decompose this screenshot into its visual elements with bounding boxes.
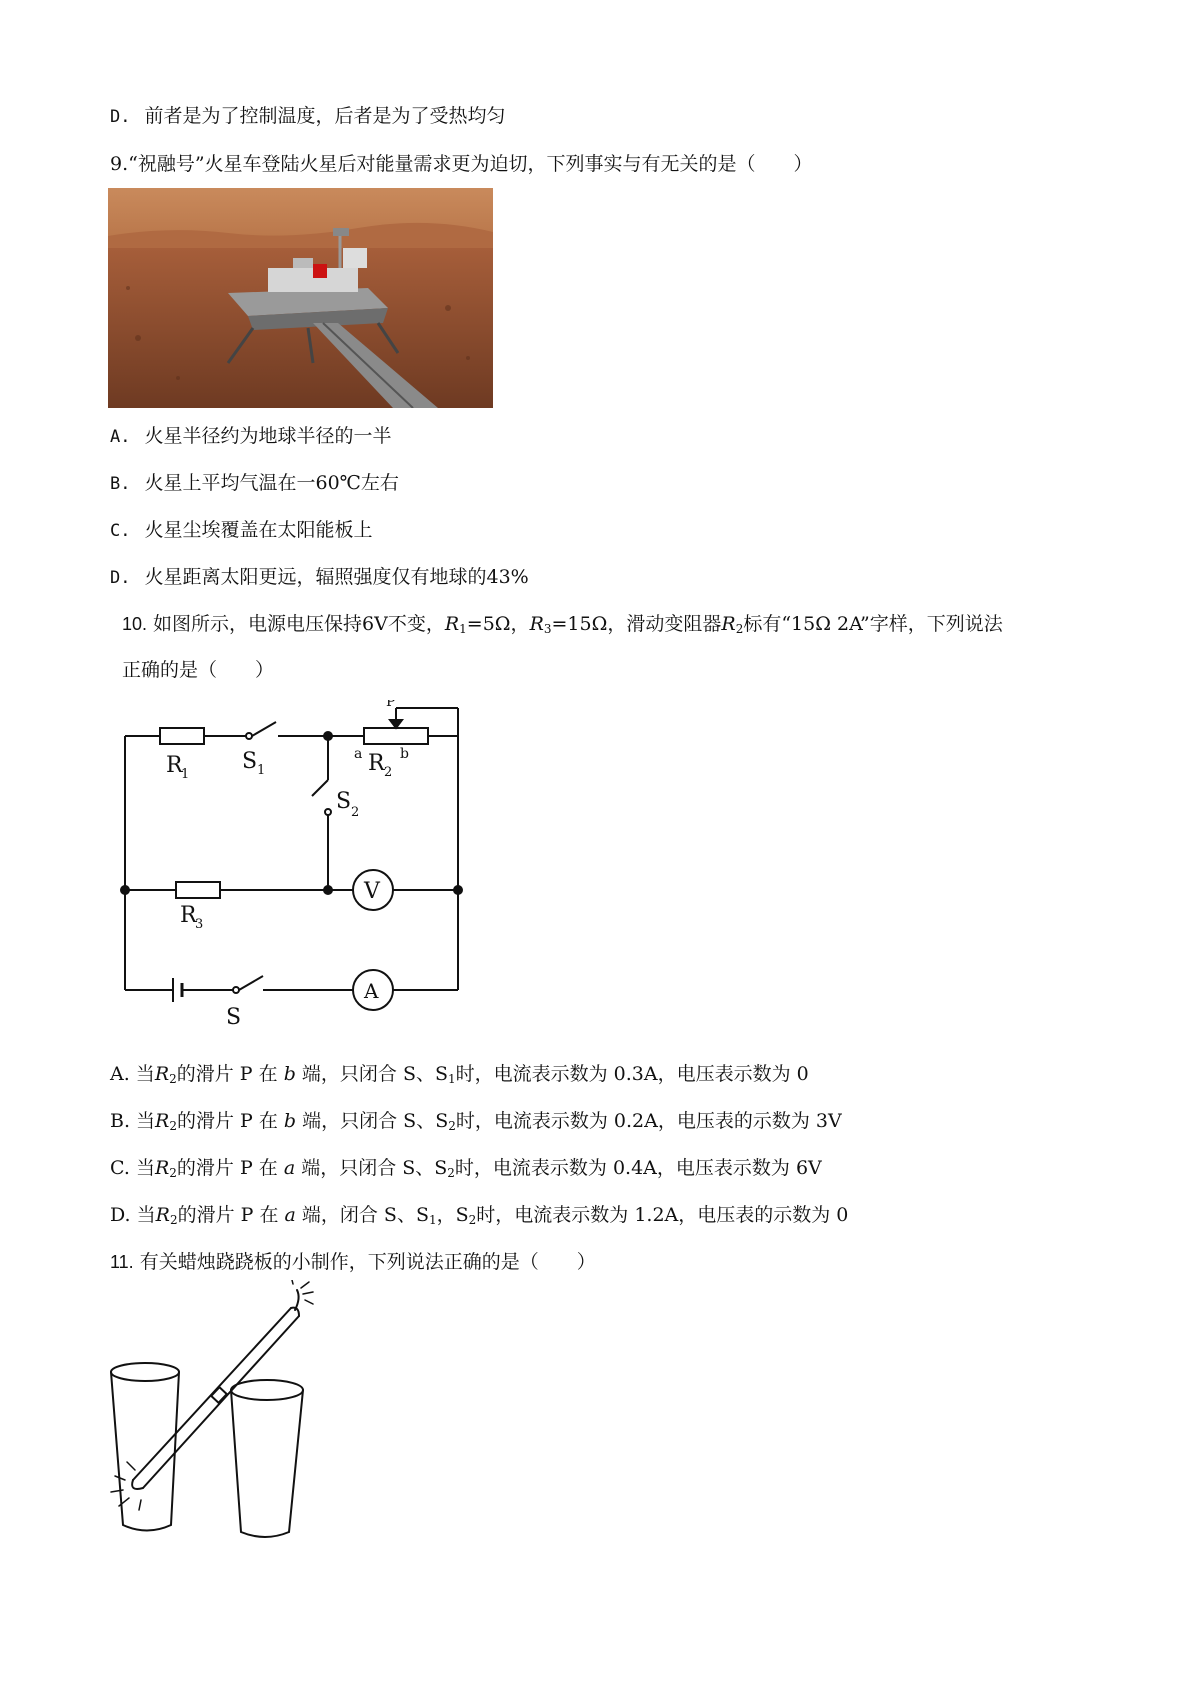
option-text: D. 当 <box>110 1204 156 1226</box>
option-text: 火星上平均气温在一60℃左右 <box>144 472 399 494</box>
option-letter: D. <box>110 568 131 588</box>
s1-label: S <box>242 749 258 774</box>
s-subscript: 2 <box>447 1166 455 1180</box>
r1-subscript: 1 <box>459 622 467 636</box>
q11-stem <box>110 1250 596 1274</box>
r-subscript: 2 <box>169 1213 178 1227</box>
s-subscript: 2 <box>468 1213 477 1227</box>
r-subscript: 2 <box>169 1119 177 1133</box>
r-symbol: R <box>154 1157 170 1179</box>
mars-rover-photo <box>108 188 493 408</box>
q10-stem-line2: 正确的是（ ） <box>122 659 275 681</box>
s-subscript: 1 <box>428 1213 437 1227</box>
s2-label: S <box>336 789 352 814</box>
p-label: P <box>386 700 396 710</box>
candle-seesaw-illustration <box>105 1280 345 1544</box>
option-text: 前者是为了控制温度，后者是为了受热均匀 <box>144 105 506 127</box>
b-label: b <box>400 746 409 762</box>
r-symbol: R <box>154 1063 170 1085</box>
option-text: 端，只闭合 S、S <box>301 1063 448 1085</box>
r-symbol: R <box>155 1110 170 1132</box>
option-text: 的滑片 P 在 <box>176 1063 278 1085</box>
option-text: B. 当 <box>110 1110 156 1132</box>
stem-text: 有关蜡烛跷跷板的小制作，下列说法正确的是（ ） <box>139 1251 596 1273</box>
q10-option-c <box>110 1156 822 1185</box>
r-subscript: 2 <box>169 1166 177 1180</box>
option-text: 端，只闭合 S、S <box>302 1110 449 1132</box>
r2-symbol: R <box>721 613 736 635</box>
ammeter-label: A <box>364 979 379 1003</box>
question-number: 11. <box>110 1252 134 1272</box>
q9-option-b <box>110 471 399 496</box>
option-text: 时，电流表示数为 0.2A，电压表的示数为 3V <box>455 1110 842 1132</box>
r3-label: R <box>180 903 197 928</box>
q10-stem-line1 <box>122 612 1003 641</box>
option-letter: A. <box>110 427 131 447</box>
r2-label: R <box>368 751 385 776</box>
s1-label-sub: 1 <box>257 763 266 778</box>
s-label: S <box>226 1005 242 1030</box>
option-text: 的滑片 P 在 <box>177 1110 278 1132</box>
question-number: 10. <box>122 614 148 634</box>
r1-label-sub: 1 <box>181 767 190 782</box>
s-subscript: 1 <box>447 1072 456 1086</box>
r3-subscript: 3 <box>543 622 552 636</box>
option-letter: C. <box>110 521 131 541</box>
option-text: C. 当 <box>110 1157 155 1179</box>
q9-option-d <box>110 565 529 590</box>
q9-option-a <box>110 424 392 449</box>
r-symbol: R <box>155 1204 170 1226</box>
option-text: 火星半径约为地球半径的一半 <box>144 425 392 447</box>
voltmeter-label: V <box>364 879 380 904</box>
end-letter: a <box>284 1204 296 1226</box>
end-letter: a <box>283 1157 296 1179</box>
option-letter: B. <box>110 474 131 494</box>
stem-text: =5Ω， <box>466 613 530 635</box>
r3-label-sub: 3 <box>195 917 204 932</box>
end-letter: b <box>283 1063 296 1085</box>
option-text: 时，电流表示数为 0.3A，电压表示数为 0 <box>455 1063 809 1085</box>
stem-text: 标有“15Ω 2A”字样，下列说法 <box>743 613 1003 635</box>
s-subscript: 2 <box>448 1119 456 1133</box>
r3-symbol: R <box>529 613 544 635</box>
option-text: A. 当 <box>110 1063 155 1085</box>
q9-option-c <box>110 518 373 543</box>
r2-subscript: 2 <box>735 622 744 636</box>
q10-option-a <box>110 1062 809 1091</box>
stem-text: =15Ω，滑动变阻器 <box>551 613 722 635</box>
option-text: ，S <box>436 1204 469 1226</box>
r1-symbol: R <box>444 613 460 635</box>
option-text: 端，闭合 S、S <box>301 1204 429 1226</box>
a-label: a <box>354 746 363 762</box>
option-text: 的滑片 P 在 <box>177 1204 279 1226</box>
option-text: 火星尘埃覆盖在太阳能板上 <box>144 519 373 541</box>
option-text: 时，电流表示数为 0.4A，电压表示数为 6V <box>454 1157 822 1179</box>
r2-label-sub: 2 <box>384 765 393 780</box>
s2-label-sub: 2 <box>351 805 360 820</box>
q9-stem: 9.“祝融号”火星车登陆火星后对能量需求更为迫切，下列事实与有无关的是（ ） <box>110 153 813 175</box>
end-letter: b <box>283 1110 297 1132</box>
stem-text: 如图所示，电源电压保持6V不变， <box>153 613 445 635</box>
option-text: 端，只闭合 S、S <box>301 1157 448 1179</box>
option-text: 的滑片 P 在 <box>176 1157 278 1179</box>
option-text: 火星距离太阳更远，辐照强度仅有地球的43% <box>144 566 529 588</box>
circuit-diagram <box>118 700 478 1034</box>
q10-option-b <box>110 1109 842 1138</box>
r1-label: R <box>166 753 183 778</box>
option-text: 时，电流表示数为 1.2A，电压表的示数为 0 <box>476 1204 849 1226</box>
q10-option-d <box>110 1203 848 1232</box>
option-letter: D. <box>110 107 131 127</box>
q8-option-d <box>110 104 506 129</box>
r-subscript: 2 <box>169 1072 177 1086</box>
